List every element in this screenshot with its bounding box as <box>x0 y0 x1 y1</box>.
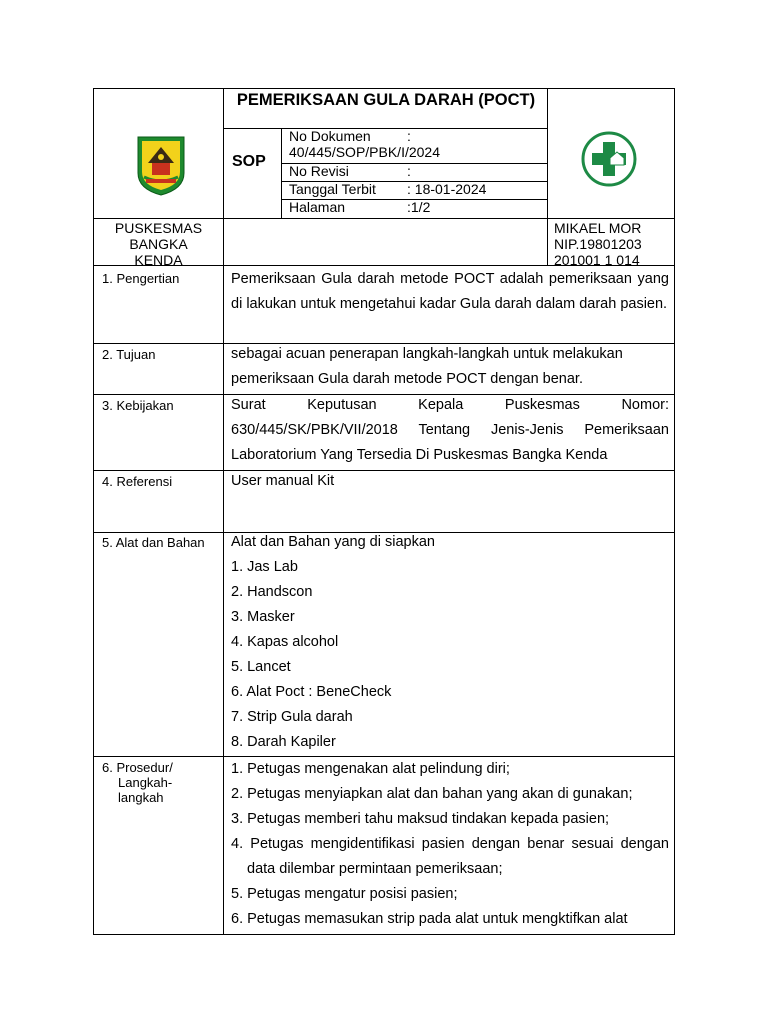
signatory-nip-line-1: NIP.19801203 <box>554 236 642 252</box>
tujuan-label: 2. Tujuan <box>102 347 156 362</box>
signatory-name: MIKAEL MOR <box>554 220 642 236</box>
list-item: 8. Darah Kapiler <box>231 734 336 750</box>
prosedur-label-line-2: Langkah- <box>118 775 173 790</box>
tanggal-terbit-row <box>289 181 486 197</box>
kebijakan-text: Surat Keputusan Kepala Puskesmas Nomor: 630/445/SK/PBK/VII/2018 Tentang Jenis-Jenis Pemeriksaan Laboratorium Yang Tersedia Di Puskesmas Bangka Kenda <box>231 397 669 463</box>
no-revisi-label: No Revisi <box>289 163 349 179</box>
tanggal-terbit-value: : 18-01-2024 <box>407 181 487 197</box>
no-dokumen-label: No Dokumen <box>289 128 371 144</box>
signatory <box>554 220 642 268</box>
no-revisi-value: : <box>407 163 411 179</box>
prosedur-label-line-1: 6. Prosedur/ <box>102 760 173 775</box>
halaman-label: Halaman <box>289 199 346 215</box>
org-name <box>94 220 223 268</box>
pengertian-label: 1. Pengertian <box>102 271 180 286</box>
no-dokumen-sep: : <box>407 128 411 144</box>
list-item: 5. Petugas mengatur posisi pasien; <box>231 886 458 902</box>
referensi-label: 4. Referensi <box>102 474 173 489</box>
list-item: 4. Petugas mengidentifikasi pasien dengan benar sesuai dengan data dilembar permintaan pemeriksaan; <box>231 836 669 877</box>
alat-label: 5. Alat dan Bahan <box>102 535 205 550</box>
kebijakan-label: 3. Kebijakan <box>102 398 174 413</box>
pengertian-text: Pemeriksaan Gula darah metode POCT adalah pemeriksaan yang di lakukan untuk mengetahui kadar Gula darah dalam darah pasien. <box>231 271 669 312</box>
org-name-line-3: KENDA <box>134 252 183 268</box>
prosedur-label <box>102 760 173 805</box>
column-divider-right <box>547 89 548 265</box>
list-item: 7. Strip Gula darah <box>231 709 353 725</box>
list-item: 5. Lancet <box>231 659 291 675</box>
document-title: PEMERIKSAAN GULA DARAH (POCT) <box>236 91 536 109</box>
regency-emblem-icon <box>134 133 188 197</box>
org-name-line-2: BANGKA <box>129 236 188 252</box>
tujuan-text: sebagai acuan penerapan langkah-langkah untuk melakukan pemeriksaan Gula darah metode POCT dengan benar. <box>231 346 623 387</box>
puskesmas-cross-icon <box>580 130 638 188</box>
sop-label: SOP <box>232 153 266 170</box>
no-dokumen-value: 40/445/SOP/PBK/I/2024 <box>289 144 440 160</box>
referensi-text: User manual Kit <box>231 473 335 489</box>
no-dokumen-row <box>289 128 440 160</box>
list-item: 3. Petugas memberi tahu maksud tindakan kepada pasien; <box>231 811 610 827</box>
list-item: 4. Kapas alcohol <box>231 634 339 650</box>
no-revisi-row <box>289 163 411 179</box>
prosedur-list <box>231 757 669 932</box>
sop-document <box>93 88 675 935</box>
halaman-value: :1/2 <box>407 199 431 215</box>
list-item: 2. Petugas menyiapkan alat dan bahan yang akan di gunakan; <box>231 786 633 802</box>
list-item: 6. Petugas memasukan strip pada alat untuk mengktifkan alat <box>231 911 628 927</box>
org-name-line-1: PUSKESMAS <box>114 220 203 236</box>
alat-list <box>231 530 669 755</box>
tanggal-terbit-label: Tanggal Terbit <box>289 181 376 197</box>
signatory-nip-line-2: 201001 1 014 <box>554 252 640 268</box>
sop-divider <box>281 128 282 218</box>
list-item: 6. Alat Poct : BeneCheck <box>231 684 392 700</box>
alat-intro: Alat dan Bahan yang di siapkan <box>231 534 435 550</box>
prosedur-label-line-3: langkah <box>118 790 164 805</box>
row-line-org <box>94 218 675 219</box>
list-item: 3. Masker <box>231 609 295 625</box>
column-divider-left <box>223 89 224 935</box>
list-item: 2. Handscon <box>231 584 313 600</box>
list-item: 1. Jas Lab <box>231 559 298 575</box>
halaman-row <box>289 199 430 215</box>
list-item: 1. Petugas mengenakan alat pelindung diri; <box>231 761 510 777</box>
